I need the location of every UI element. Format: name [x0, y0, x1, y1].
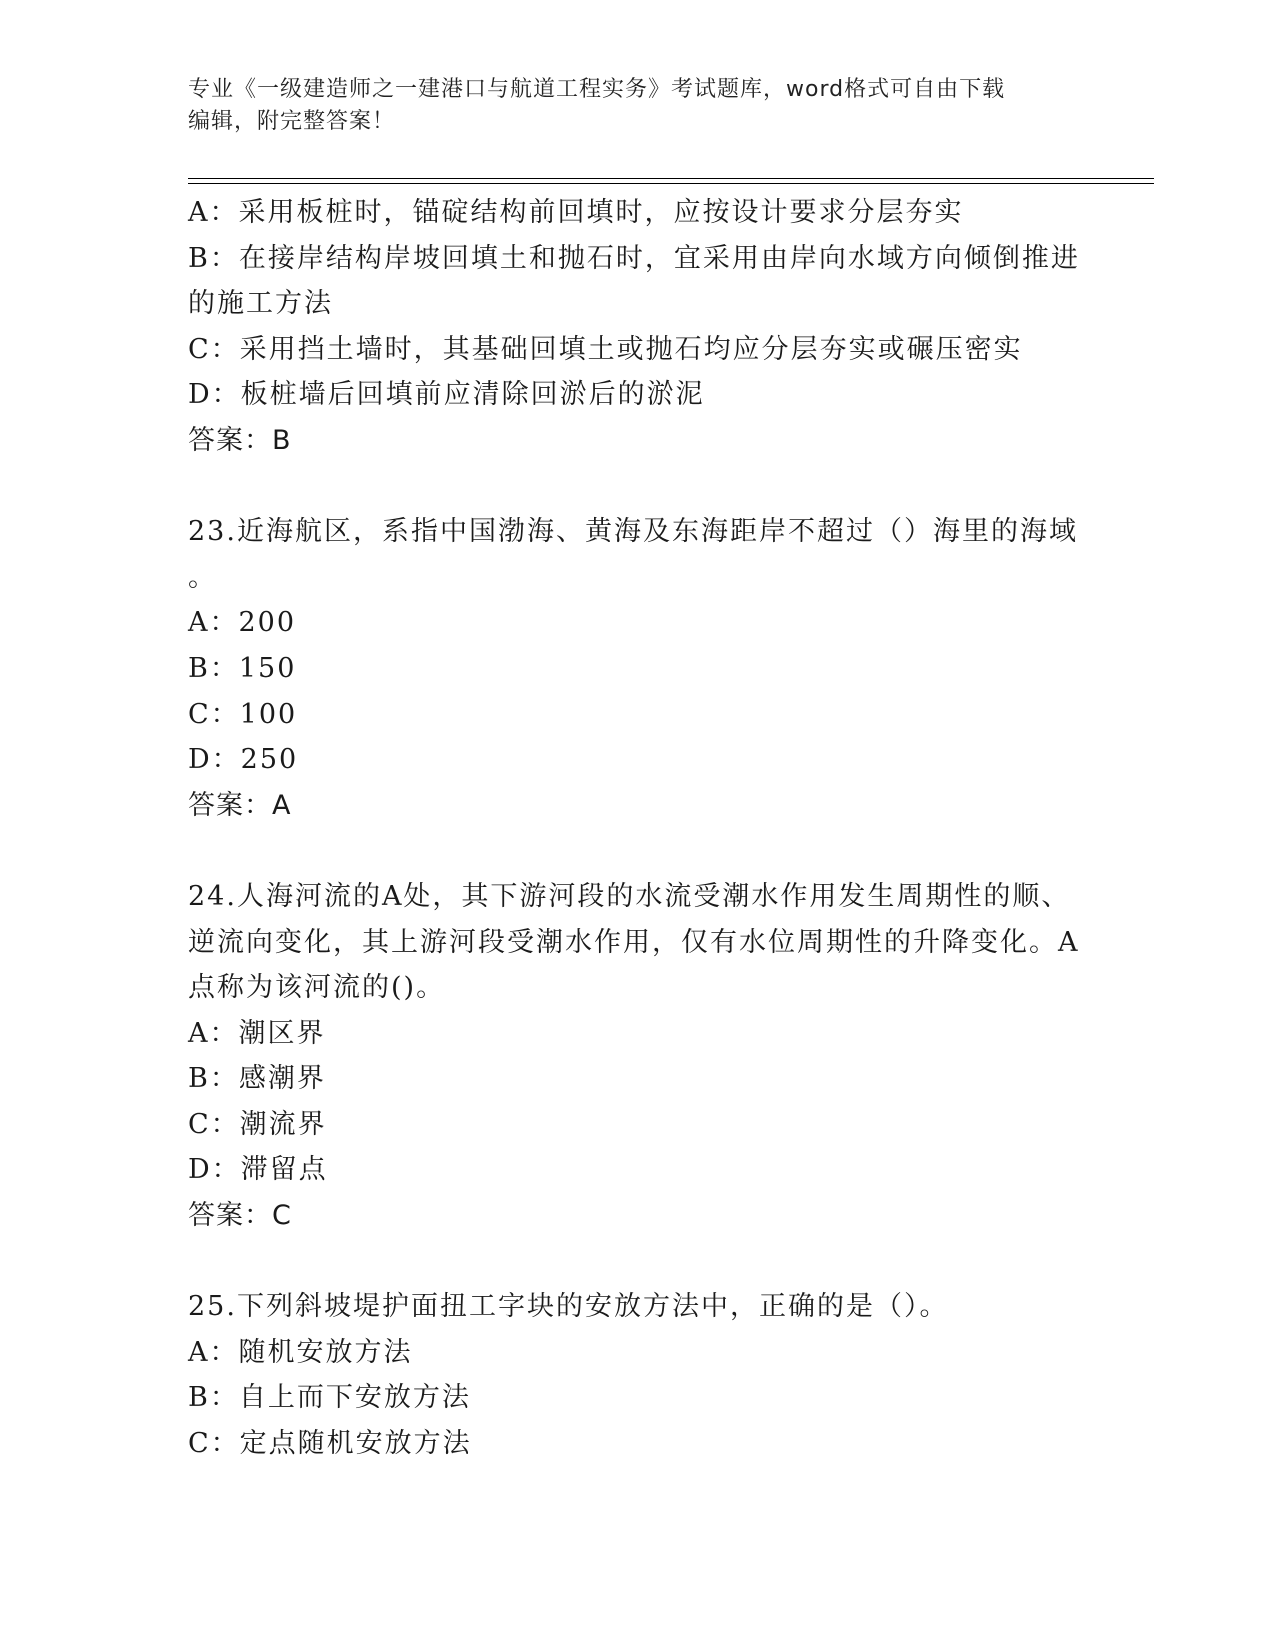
- question-stem-continued: 。: [188, 561, 217, 593]
- option-c: C：采用挡土墙时，其基础回填土或抛石均应分层夯实或碾压密实: [188, 333, 1023, 365]
- question-stem: 23.近海航区，系指中国渤海、黄海及东海距岸不超过（）海里的海域: [188, 516, 1078, 548]
- document-header: [188, 74, 1088, 138]
- option-d: D：250: [188, 744, 299, 776]
- header-line-1: 专业《一级建造师之一建港口与航道工程实务》考试题库，word格式可自由下载: [188, 77, 1006, 102]
- option-a: A：潮区界: [188, 1017, 326, 1049]
- option-a: A：200: [188, 607, 297, 639]
- question-stem-continued: 逆流向变化，其上游河段受潮水作用，仅有水位周期性的升降变化。A: [188, 926, 1080, 958]
- option-c: C：定点随机安放方法: [188, 1428, 472, 1460]
- header-divider: [188, 178, 1154, 179]
- header-divider-secondary: [188, 183, 1154, 184]
- answer-line: 答案：C: [188, 1200, 292, 1232]
- header-line-2: 编辑，附完整答案！: [188, 109, 396, 134]
- option-b: B：150: [188, 652, 297, 684]
- option-d: D：滞留点: [188, 1154, 328, 1186]
- question-stem: 24.人海河流的A处，其下游河段的水流受潮水作用发生周期性的顺、: [188, 880, 1071, 912]
- option-b: B：感潮界: [188, 1063, 326, 1095]
- option-a: A：随机安放方法: [188, 1336, 413, 1368]
- option-b: B：自上而下安放方法: [188, 1382, 471, 1414]
- question-stem: 25.下列斜坡堤护面扭工字块的安放方法中，正确的是（）。: [188, 1291, 949, 1323]
- option-b: B：在接岸结构岸坡回填土和抛石时，宜采用由岸向水域方向倾倒推进: [188, 242, 1080, 274]
- option-a: A：采用板桩时，锚碇结构前回填时，应按设计要求分层夯实: [188, 197, 964, 228]
- question-22-continued: [188, 190, 1088, 464]
- option-c: C：100: [188, 698, 298, 730]
- question-list: [188, 190, 1088, 1467]
- question-24: [188, 874, 1088, 1239]
- option-d: D：板桩墙后回填前应清除回淤后的淤泥: [188, 379, 705, 411]
- option-b-continued: 的施工方法: [188, 288, 333, 320]
- question-23: [188, 509, 1088, 828]
- answer-line: 答案：A: [188, 789, 292, 821]
- question-stem-continued: 点称为该河流的()。: [188, 972, 446, 1004]
- answer-line: 答案：B: [188, 424, 292, 456]
- question-25: [188, 1284, 1088, 1466]
- option-c: C：潮流界: [188, 1108, 327, 1140]
